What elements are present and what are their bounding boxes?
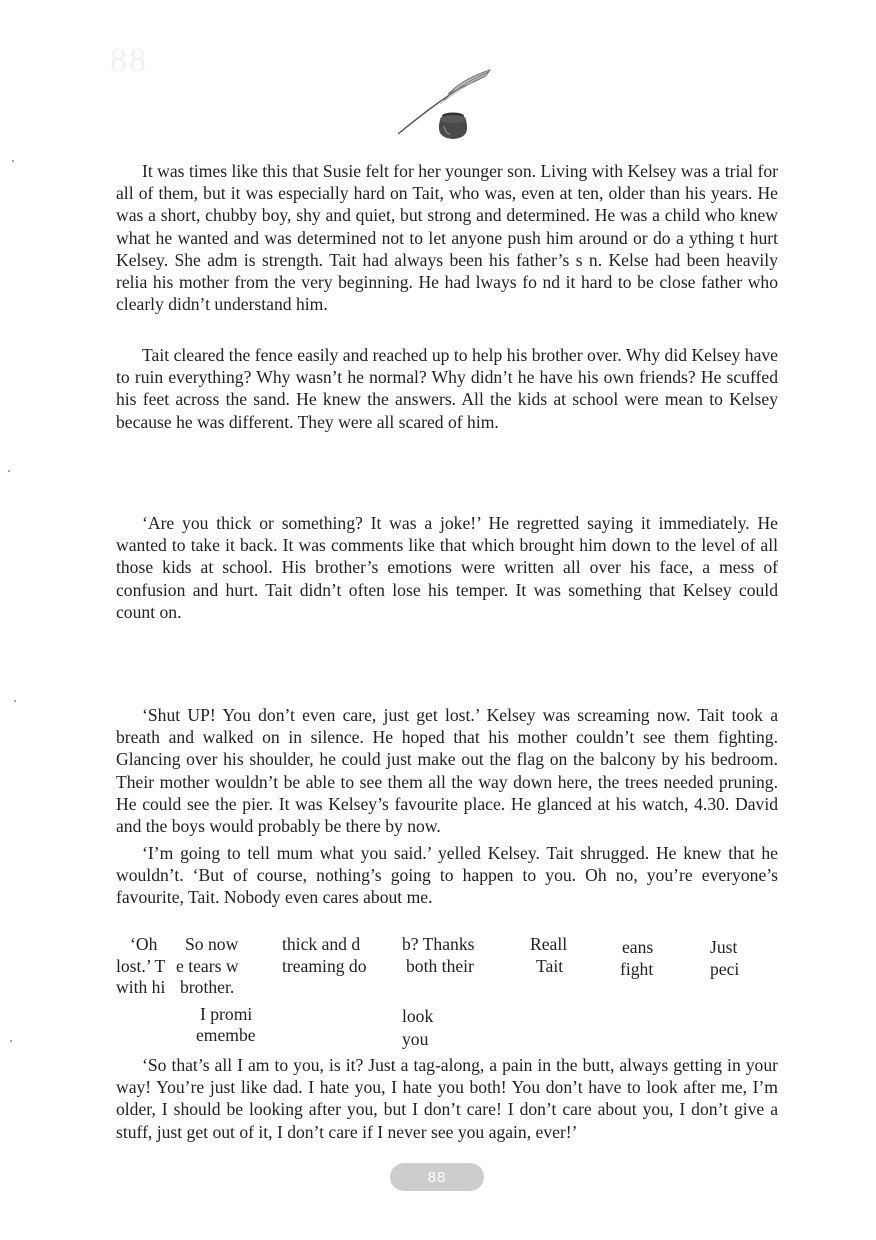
fragment: b? Thanks <box>402 934 475 954</box>
paragraph-3: ‘Are you thick or something? It was a joke!’ He regretted saying it immediately. He wanted to take it back. It was comments like that which brought him down to the level of all those kids at school. His brother’s emotions were written all over his face, a mess of confusion and hurt. Tait didn’t often lose his temper. It was something that Kelsey could count on. <box>116 513 778 622</box>
fragment: fight <box>620 959 654 979</box>
fragment: peci <box>710 959 740 979</box>
fragment: So now <box>185 934 239 954</box>
scan-speck <box>8 470 10 472</box>
fragment: thick and d <box>282 934 361 954</box>
fragment: treaming do <box>282 956 367 976</box>
page-number-badge <box>390 1163 484 1191</box>
fragment: lost.’ T <box>116 956 166 976</box>
fragment: ‘Oh <box>130 934 158 954</box>
page-number: 88 <box>427 1168 447 1186</box>
paragraph-2: Tait cleared the fence easily and reached up to help his brother over. Why did Kelsey have to ruin everything? Why wasn’t he normal? Why didn’t he have his own friends? He scuffed his feet across the sand. He knew the answers. All the kids at school were mean to Kelsey because he was different. They were all scared of him. <box>116 345 778 432</box>
scan-speck <box>10 1040 12 1042</box>
scan-speck <box>12 160 14 162</box>
quill-inkwell-icon <box>390 64 500 144</box>
scan-speck <box>14 700 16 702</box>
fragment: Tait <box>536 956 564 976</box>
paragraph-6: ‘So that’s all I am to you, is it? Just a tag-along, a pain in the butt, always getting in your way! You’re just like dad. I hate you, I hate you both! You don’t have to look after me, I’m older, I should be looking after you, but I don’t care! I don’t care about you, I don’t give a stuff, just get out of it, I don’t care if I never see you again, ever!’ <box>116 1055 778 1142</box>
fragment: I promi <box>200 1004 253 1024</box>
fragment: e tears w <box>176 956 239 976</box>
paragraph-5: ‘I’m going to tell mum what you said.’ yelled Kelsey. Tait shrugged. He knew that he wouldn’t. ‘But of course, nothing’s going to happen to you. Oh no, you’re everyone’s favourite, Tait. Nobody even cares about me. <box>116 843 778 908</box>
fragment: emembe <box>196 1025 256 1045</box>
fragment: both their <box>406 956 474 976</box>
fragment: eans <box>622 937 654 957</box>
fragment: you <box>402 1029 429 1049</box>
fragment: Reall <box>530 934 568 954</box>
fragment: brother. <box>180 977 235 997</box>
faded-header-title: 88 <box>110 42 148 79</box>
fragment: look <box>402 1006 434 1026</box>
paragraph-4: ‘Shut UP! You don’t even care, just get lost.’ Kelsey was screaming now. Tait took a breath and walked on in silence. He hoped that his mother couldn’t see them fighting. Glancing over his shoulder, he could just make out the flag on the balcony by his bedroom. Their mother wouldn’t be able to see them all the way down here, the trees needed pruning. He could see the pier. It was Kelsey’s favourite place. He glanced at his watch, 4.30. David and the boys would probably be there by now. <box>116 705 778 837</box>
fragment: with hi <box>116 977 166 997</box>
fragment: Just <box>710 937 738 957</box>
paragraph-1: It was times like this that Susie felt for her younger son. Living with Kelsey was a trial for all of them, but it was especially hard on Tait, who was, even at ten, older than his years. He was a short, chubby boy, shy and quiet, but strong and determined. He was a child who knew what he wanted and was determined not to let anyone push him around or do a ything t hurt Kelsey. She adm is strength. Tait had always been his father’s s n. Kelse had been heavily relia his mother from the very beginning. He had lways fo nd it hard to be close father who clearly didn’t understand him. <box>116 161 778 315</box>
